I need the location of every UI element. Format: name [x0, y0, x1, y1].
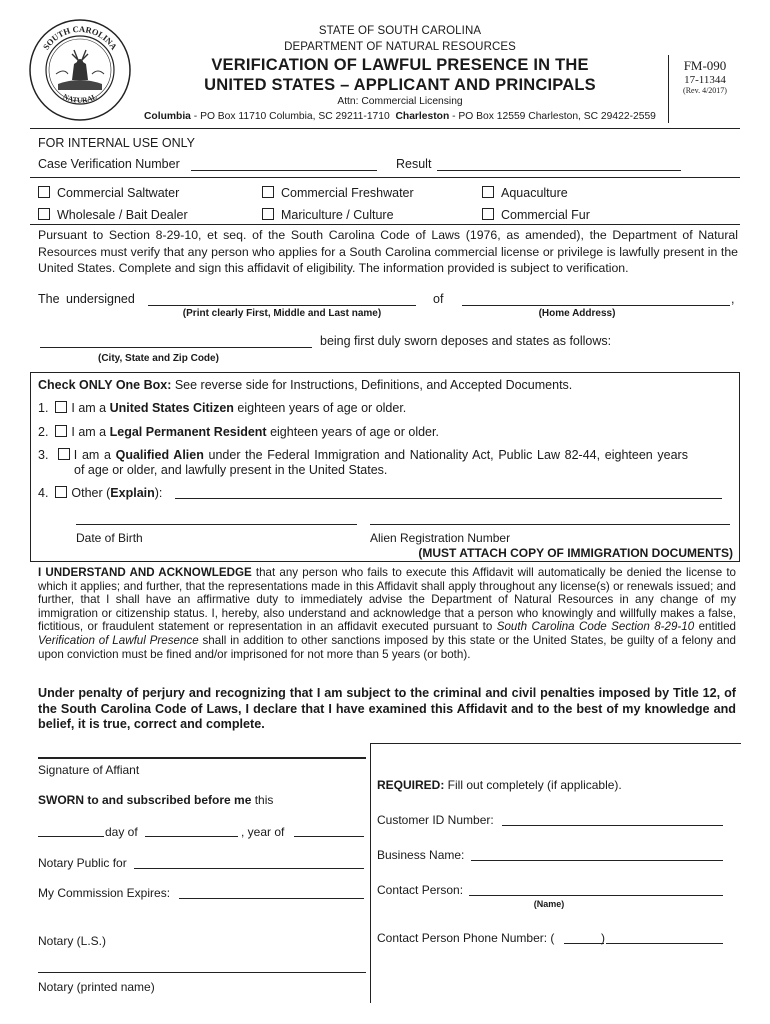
sworn-bold: SWORN to and subscribed before me	[38, 793, 252, 807]
deposes-text: being first duly sworn deposes and states as follows:	[320, 334, 612, 348]
form-number: FM-090	[683, 58, 727, 73]
business-name-field[interactable]	[471, 860, 723, 861]
contact-person-field[interactable]	[469, 895, 723, 896]
state-name: STATE OF SOUTH CAROLINA	[318, 25, 482, 37]
form-revision: (Rev. 4/2017)	[683, 86, 727, 95]
checkbox-label: Aquaculture	[501, 186, 568, 200]
acknowledgement-text: that any person who fails to execute this Affidavit will automatically be denied the license to which it applies; and further, that the representations made in this Affidavit shall apply throughout any license(s) or renewals issued; and further, that I shall have an affirmative duty to immediately advise the Department of Natural Resources in any change of my immigration or citizenship status. I, hereby, also understand and acknowledge that a person who knowingly and willfully makes a false, fictitious, or fraudulent statement or representation in an affidavit executed pursuant to	[38, 566, 736, 634]
commission-expires-label: My Commission Expires:	[38, 886, 171, 900]
acknowledgement-bold: I UNDERSTAND AND ACKNOWLEDGE	[38, 566, 252, 579]
city-state-zip-field[interactable]	[40, 347, 312, 348]
option-text: ):	[154, 486, 163, 500]
area-code-field[interactable]	[564, 943, 604, 944]
option-text: I am a	[73, 448, 116, 462]
checkbox-square[interactable]	[55, 401, 67, 413]
option-bold: Legal Permanent Resident	[109, 425, 267, 439]
date-of-birth-label: Date of Birth	[76, 531, 143, 545]
checkbox-label: Commercial Fur	[501, 208, 590, 222]
contact-name-hint: (Name)	[533, 899, 565, 909]
sworn-line	[38, 793, 273, 807]
checkbox-wholesale-bait[interactable]	[38, 208, 188, 222]
contact-person-label: Contact Person:	[377, 883, 464, 897]
acknowledgement-italic: South Carolina Code Section 8-29-10	[496, 620, 695, 634]
business-name-label: Business Name:	[377, 848, 465, 862]
customer-id-field[interactable]	[502, 825, 723, 826]
checkbox-mariculture[interactable]	[262, 208, 394, 222]
full-name-hint: (Print clearly First, Middle and Last name)	[182, 308, 382, 319]
checkbox-label: Commercial Saltwater	[57, 186, 180, 200]
checkbox-commercial-fur[interactable]	[482, 208, 590, 222]
notary-public-for-field[interactable]	[134, 868, 364, 869]
option-legal-permanent-resident[interactable]	[38, 425, 439, 439]
required-bold: REQUIRED:	[377, 778, 445, 792]
form-code: 17-11344	[684, 74, 726, 86]
option-bold: United States Citizen	[109, 401, 234, 415]
option-qualified-alien[interactable]	[38, 448, 738, 462]
option-number: 2.	[38, 425, 49, 439]
required-heading	[377, 778, 622, 792]
check-one-bold: Check ONLY One Box:	[38, 378, 172, 392]
divider	[30, 128, 740, 129]
internal-use-heading: FOR INTERNAL USE ONLY	[38, 136, 195, 150]
option-qualified-alien-line2: of age or older, and lawfully present in the United States.	[74, 463, 388, 477]
mailing-addresses	[144, 111, 674, 122]
notary-printed-name-label: Notary (printed name)	[38, 980, 155, 994]
must-attach-notice: (MUST ATTACH COPY OF IMMIGRATION DOCUMENTS)	[418, 546, 733, 560]
option-number: 1.	[38, 401, 49, 415]
check-one-heading	[38, 378, 572, 392]
date-of-birth-field[interactable]	[76, 524, 357, 525]
acknowledgement-text: shall in addition to other sanctions imposed by this state or the United States, be guilty of a felony and upon conviction must be fined and/or imprisoned for not more than 5 years (or both).	[38, 633, 736, 661]
checkbox-square[interactable]	[482, 186, 494, 198]
option-number: 3.	[38, 448, 49, 462]
phone-number-field[interactable]	[606, 943, 723, 944]
checkbox-commercial-freshwater[interactable]	[262, 186, 414, 200]
year-of-label: , year of	[241, 825, 285, 839]
columbia-address: - PO Box 11710 Columbia, SC 29211-1710	[190, 111, 390, 122]
acknowledgement-italic: Verification of Lawful Presence	[38, 633, 199, 647]
option-text: eighteen years of age or older.	[233, 401, 407, 415]
acknowledgement-paragraph	[38, 566, 736, 661]
required-text: Fill out completely (if applicable).	[444, 778, 622, 792]
checkbox-square[interactable]	[55, 486, 67, 498]
year-field[interactable]	[294, 836, 364, 837]
alien-registration-field[interactable]	[370, 524, 730, 525]
option-text: under the Federal Immigration and Nationality Act, Public Law 82-44, eighteen years	[203, 448, 688, 462]
checkbox-label: Commercial Freshwater	[281, 186, 414, 200]
option-bold: Explain	[110, 486, 155, 500]
form-number-box	[670, 58, 740, 95]
scdnr-seal-logo	[28, 18, 132, 122]
result-label: Result	[396, 157, 432, 171]
checkbox-square[interactable]	[58, 448, 70, 460]
full-name-field[interactable]	[148, 305, 416, 306]
acknowledgement-text: entitled	[694, 620, 736, 634]
signature-field[interactable]	[38, 757, 366, 759]
alien-registration-label: Alien Registration Number	[370, 531, 511, 545]
option-text: I am a	[71, 425, 110, 439]
checkbox-square[interactable]	[262, 186, 274, 198]
checkbox-label: Wholesale / Bait Dealer	[57, 208, 188, 222]
sworn-text: this	[251, 793, 274, 807]
home-address-field[interactable]	[462, 305, 730, 306]
option-other[interactable]	[38, 486, 162, 500]
notary-printed-name-field[interactable]	[38, 972, 366, 973]
divider	[30, 177, 740, 178]
option-us-citizen[interactable]	[38, 401, 406, 415]
checkbox-label: Mariculture / Culture	[281, 208, 394, 222]
checkbox-square[interactable]	[38, 186, 50, 198]
perjury-declaration: Under penalty of perjury and recognizing that I am subject to the criminal and civil penalties imposed by Title 12, of the South Carolina Code of Laws, I declare that I have examined this Affidavit and to the best of my knowledge and belief, it is true, correct and complete.	[38, 686, 736, 731]
form-title-line2: UNITED STATES – APPLICANT AND PRINCIPALS	[204, 76, 596, 94]
option-text: I am a	[71, 401, 110, 415]
attn-line: Attn: Commercial Licensing	[337, 96, 463, 107]
the-undersigned-label: The undersigned	[38, 292, 135, 306]
signature-label: Signature of Affiant	[38, 763, 140, 777]
checkbox-commercial-saltwater[interactable]	[38, 186, 179, 200]
check-one-instructions: See reverse side for Instructions, Definitions, and Accepted Documents.	[171, 378, 573, 392]
other-explain-field[interactable]	[175, 498, 722, 499]
seal-text-bottom: NATURAL	[61, 91, 99, 105]
checkbox-square[interactable]	[482, 208, 494, 220]
form-title-line1: VERIFICATION OF LAWFUL PRESENCE IN THE	[211, 56, 589, 74]
option-number: 4.	[38, 486, 49, 500]
charleston-label: Charleston	[395, 111, 450, 122]
department-name: DEPARTMENT OF NATURAL RESOURCES	[284, 41, 516, 53]
checkbox-square[interactable]	[38, 208, 50, 220]
svg-text:NATURAL	[62, 92, 99, 105]
divider	[30, 224, 740, 225]
home-address-hint: (Home Address)	[538, 308, 616, 319]
case-verification-label: Case Verification Number	[38, 157, 180, 171]
comma: ,	[731, 292, 735, 306]
checkbox-aquaculture[interactable]	[482, 186, 568, 200]
charleston-address: - PO Box 12559 Charleston, SC 29422-2559	[449, 111, 656, 122]
intro-paragraph: Pursuant to Section 8-29-10, et seq. of the South Carolina Code of Laws (1976, as amended), the Department of Natural Resources must verify that any person who applies for a South Carolina commercial license or privilege is lawfully present in the United States. Complete and sign this affidavit of eligibility. The information provided is subject to verification.	[38, 228, 738, 275]
form-number-divider	[668, 55, 669, 123]
of-label: of	[433, 292, 444, 306]
city-state-zip-hint: (City, State and Zip Code)	[98, 353, 219, 364]
checkbox-square[interactable]	[262, 208, 274, 220]
commission-expires-field[interactable]	[179, 898, 364, 899]
option-bold: Qualified Alien	[115, 448, 204, 462]
option-text: Other (	[71, 486, 111, 500]
checkbox-square[interactable]	[55, 425, 67, 437]
customer-id-label: Customer ID Number:	[377, 813, 494, 827]
phone-label: Contact Person Phone Number: (	[377, 931, 555, 945]
option-text: eighteen years of age or older.	[266, 425, 439, 439]
day-of-label: day of	[105, 825, 138, 839]
month-field[interactable]	[145, 836, 238, 837]
notary-public-for-label: Notary Public for	[38, 856, 127, 870]
case-verification-field[interactable]	[191, 170, 377, 171]
day-field[interactable]	[38, 836, 104, 837]
seal-text-top: SOUTH CAROLINA	[40, 23, 120, 52]
notary-ls-label: Notary (L.S.)	[38, 934, 107, 948]
columbia-label: Columbia	[144, 111, 191, 122]
phone-close-paren: )	[601, 931, 605, 945]
result-field[interactable]	[437, 170, 681, 171]
